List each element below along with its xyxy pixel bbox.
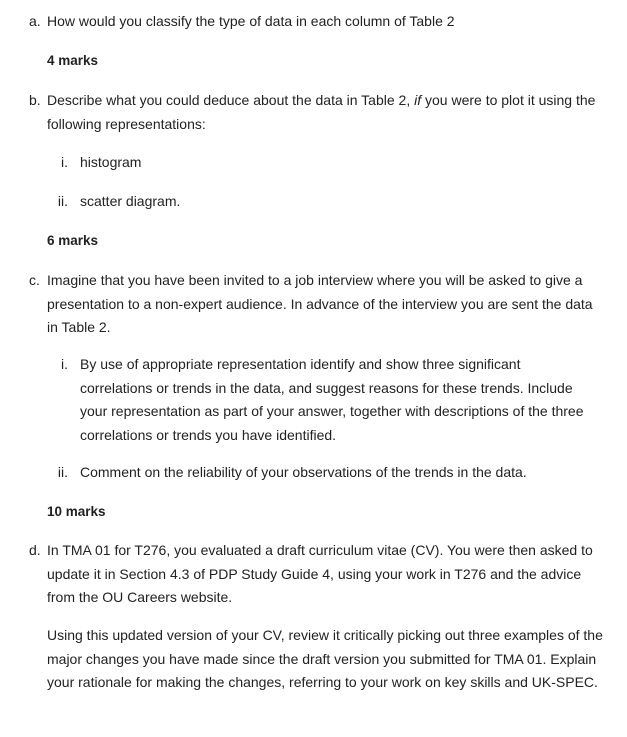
question-b-item-2-text: scatter diagram.: [80, 193, 181, 209]
question-a-label: a.: [29, 13, 41, 29]
question-b-item-2-label: ii.: [57, 193, 68, 209]
question-c-item-2-text: Comment on the reliability of your observations of the trends in the data.: [80, 464, 527, 480]
question-c-text: Imagine that you have been invited to a job interview where you will be asked to give a presentation to a non-expert audience. In advance of the interview you are sent the data in Table 2.: [47, 272, 593, 335]
question-c-item-1-text: By use of appropriate representation identify and show three significant correlations or trends in the data, and suggest reasons for these trends. Include your representation as part of your answer, together with descriptions of the three correlations or trends you have identified.: [80, 356, 584, 443]
question-c-item-2-label: ii.: [57, 464, 68, 480]
question-c-marks: 10 marks: [47, 504, 106, 519]
question-d-label: d.: [29, 542, 41, 558]
question-b-label: b.: [29, 92, 41, 108]
question-c-label: c.: [29, 272, 40, 288]
question-b-item-1-label: i.: [61, 154, 68, 170]
question-d-text: In TMA 01 for T276, you evaluated a draft curriculum vitae (CV). You were then asked to update it in Section 4.3 of PDP Study Guide 4, using your work in T276 and the advice from the OU Careers website.: [47, 542, 593, 605]
question-b-item-1-text: histogram: [80, 154, 142, 170]
question-a-marks: 4 marks: [47, 53, 99, 68]
question-b-text: Describe what you could deduce about the data in Table 2, if you were to plot it using the following representations:: [47, 92, 596, 132]
question-d-paragraph: Using this updated version of your CV, review it critically picking out three examples of the major changes you have made since the draft version you submitted for TMA 01. Explain your rationale for making the changes, referring to your work on key skills and UK-SPEC.: [47, 627, 603, 690]
question-a-text: How would you classify the type of data in each column of Table 2: [47, 13, 455, 29]
question-b-marks: 6 marks: [47, 233, 99, 248]
question-c-item-1-label: i.: [61, 356, 68, 372]
